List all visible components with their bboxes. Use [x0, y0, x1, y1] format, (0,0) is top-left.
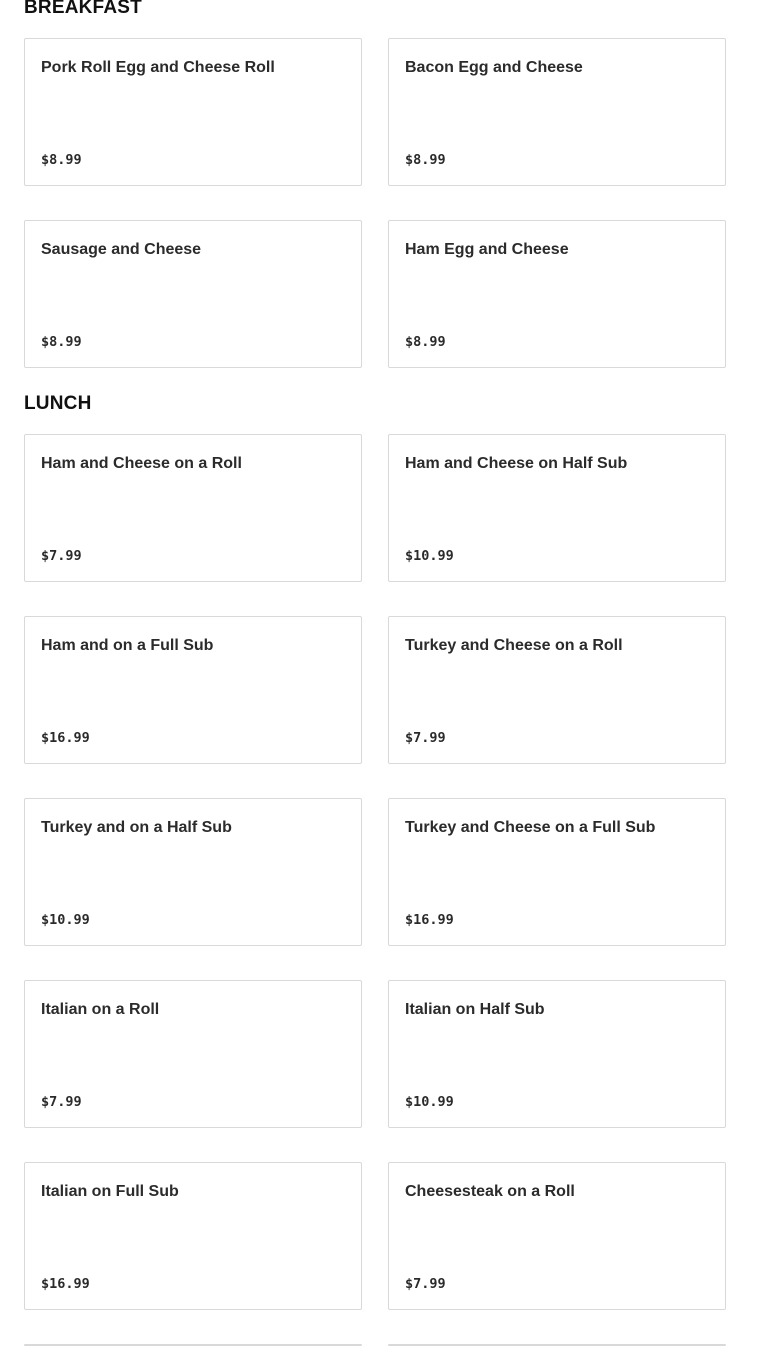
menu-item-name: Ham and Cheese on a Roll [41, 455, 242, 472]
menu-item-card[interactable] [388, 38, 726, 186]
menu-item-price: $8.99 [405, 152, 446, 168]
menu-item-name: Ham Egg and Cheese [405, 241, 569, 258]
menu-item-card[interactable] [24, 1162, 362, 1310]
menu-item-name: Turkey and Cheese on a Full Sub [405, 819, 656, 836]
menu-item-card[interactable] [24, 798, 362, 946]
menu-item-card[interactable] [388, 220, 726, 368]
menu-item-price: $10.99 [405, 1094, 454, 1110]
menu-item-card[interactable] [388, 980, 726, 1128]
menu-item-price: $7.99 [41, 1094, 82, 1110]
menu-item-name: Bacon Egg and Cheese [405, 59, 583, 76]
menu-item-price: $7.99 [405, 730, 446, 746]
menu-item-price: $10.99 [41, 912, 90, 928]
menu-item-name: Italian on a Roll [41, 1001, 160, 1018]
menu-item-card[interactable] [388, 1162, 726, 1310]
menu-item-price: $16.99 [405, 912, 454, 928]
menu-item-price: $16.99 [41, 1276, 90, 1292]
menu-item-name: Cheesesteak on a Roll [405, 1183, 575, 1200]
menu-item-card[interactable] [388, 434, 726, 582]
menu-item-name: Pork Roll Egg and Cheese Roll [41, 59, 275, 76]
menu-item-price: $7.99 [41, 548, 82, 564]
menu-item-name: Ham and on a Full Sub [41, 637, 214, 654]
menu-item-name: Turkey and on a Half Sub [41, 819, 232, 836]
menu-item-card[interactable] [24, 38, 362, 186]
menu-item-price: $16.99 [41, 730, 90, 746]
menu-item-price: $10.99 [405, 548, 454, 564]
menu-item-card[interactable] [24, 220, 362, 368]
section-title-lunch: LUNCH [24, 393, 92, 414]
menu-item-card[interactable] [24, 616, 362, 764]
menu-item-name: Turkey and Cheese on a Roll [405, 637, 623, 654]
menu-item-name: Sausage and Cheese [41, 241, 202, 258]
menu-item-name: Italian on Full Sub [41, 1183, 179, 1200]
section-title-breakfast: BREAKFAST [24, 0, 142, 18]
menu-item-price: $8.99 [41, 152, 82, 168]
menu-item-name: Ham and Cheese on Half Sub [405, 455, 628, 472]
menu-item-price: $7.99 [405, 1276, 446, 1292]
menu-item-name: Italian on Half Sub [405, 1001, 545, 1018]
menu-item-price: $8.99 [41, 334, 82, 350]
menu-item-card[interactable] [24, 980, 362, 1128]
menu-item-price: $8.99 [405, 334, 446, 350]
menu-item-card[interactable] [24, 434, 362, 582]
menu-item-card[interactable] [388, 616, 726, 764]
menu-item-card[interactable] [388, 798, 726, 946]
